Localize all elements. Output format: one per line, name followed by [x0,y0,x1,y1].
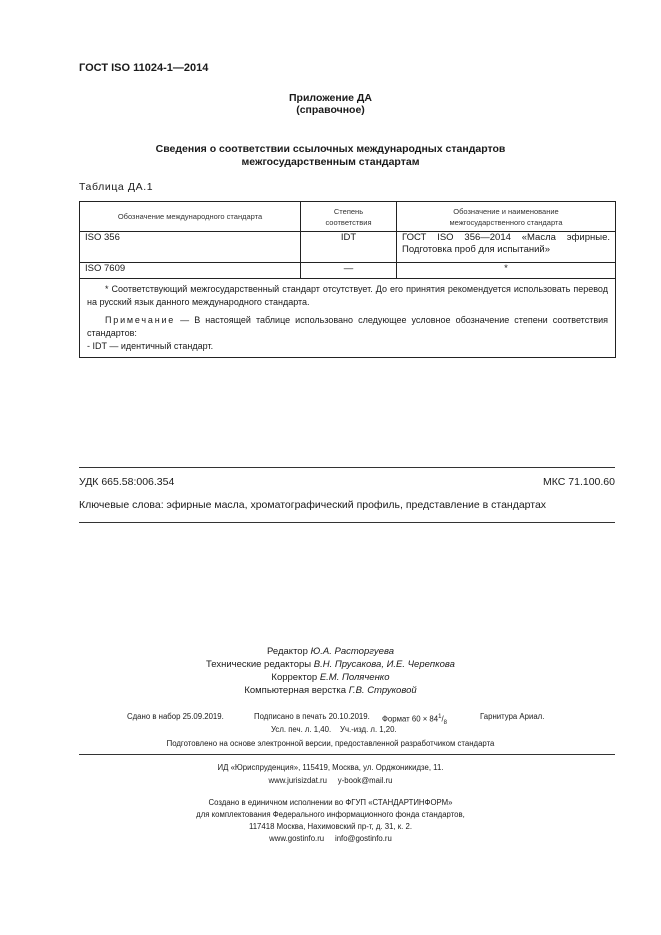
appendix-title: Приложение ДА [289,92,372,104]
typeface: Гарнитура Ариал. [480,712,545,721]
header-intl-standard: Обозначение международного стандарта [80,202,301,232]
header-degree-line1: Степень [333,206,364,216]
created-line2: для комплектования Федерального информационного фонда стандартов, [196,810,465,819]
header-interstate-line1: Обозначение и наименование [453,206,559,216]
cell-degree: — [301,263,397,279]
publisher-line2: www.jurisizdat.ru y-book@mail.ru [268,776,393,785]
section-title-line2: межгосударственным стандартам [241,156,420,168]
credit-layout [0,683,661,699]
appendix-subtitle: (справочное) [296,104,365,116]
credit-editor-name: Ю.А. Расторгуева [310,646,394,657]
credit-editor-label: Редактор [266,646,311,657]
cell-intl: ISO 7609 [80,263,301,279]
note-item: - IDT — идентичный стандарт. [87,341,214,351]
table-row [80,263,616,279]
divider [79,522,615,523]
cell-interstate: ГОСТ ISO 356—2014 «Масла эфирные. Подготовка проб для испытаний» [397,232,616,263]
created-line1: Создано в единичном исполнении во ФГУП «СТАНДАРТИНФОРМ» [208,798,453,807]
format-numerator: 1 [438,714,442,720]
header-interstate-standard [397,202,616,232]
prepared-note: Подготовлено на основе электронной версии, предоставленной разработчиком стандарта [166,739,495,748]
table-row [80,232,616,263]
publisher-sheets: Уч.-изд. л. 1,20. [340,725,397,734]
format-text: Формат 60 × 84 [382,714,439,724]
cell-degree: IDT [301,232,397,263]
credit-layout-name: Г.В. Струковой [348,685,417,696]
print-sheets: Усл. печ. л. 1,40. [271,725,332,734]
table-notes-row [80,279,616,358]
keywords: Ключевые слова: эфирные масла, хроматографический профиль, представление в стандартах [79,499,547,511]
table-notes [80,279,616,358]
cell-intl: ISO 356 [80,232,301,263]
credit-tech-label: Технические редакторы [206,659,314,670]
table-note [87,314,608,340]
udk-code: УДК 665.58:006.354 [79,476,175,488]
header-interstate-line2: межгосударственного стандарта [449,217,563,227]
credit-corrector-name: Е.М. Поляченко [319,672,390,683]
format-denominator: 8 [443,720,447,727]
created-line3: 117418 Москва, Нахимовский пр-т, д. 31, к. 2. [248,822,413,831]
note-text: — В настоящей таблице использовано следующее условное обозначение степени соответствия стандартов: [87,315,608,338]
paper-format: Формат $60 \times 84^1/_8$ [382,714,447,727]
note-label: Примечание [105,315,176,325]
divider [79,467,615,468]
created-line4: www.gostinfo.ru info@gostinfo.ru [269,834,392,843]
credit-corrector-label: Корректор [271,672,320,683]
credit-tech-names: В.Н. Прусакова, И.Е. Черепкова [313,659,455,670]
header-degree-line2: соответствия [325,217,372,227]
set-date: Сдано в набор 25.09.2019. [127,712,224,721]
cell-interstate: * [397,263,616,279]
divider [79,754,615,755]
sign-date: Подписано в печать 20.10.2019. [254,712,370,721]
header-degree [301,202,397,232]
mks-code: МКС 71.100.60 [543,476,615,488]
correspondence-table [79,201,616,358]
table-caption: Таблица ДА.1 [79,181,154,193]
publisher-line1: ИД «Юриспруденция», 115419, Москва, ул. Орджоникидзе, 11. [217,763,444,772]
table-footnote: * Соответствующий межгосударственный стандарт отсутствует. До его принятия рекомендуется использовать перевод на русский язык данного международного стандарта. [87,284,608,307]
standard-header: ГОСТ ISO 11024-1—2014 [79,62,209,74]
credit-layout-label: Компьютерная верстка [244,685,349,696]
section-title-line1: Сведения о соответствии ссылочных международных стандартов [155,143,506,155]
